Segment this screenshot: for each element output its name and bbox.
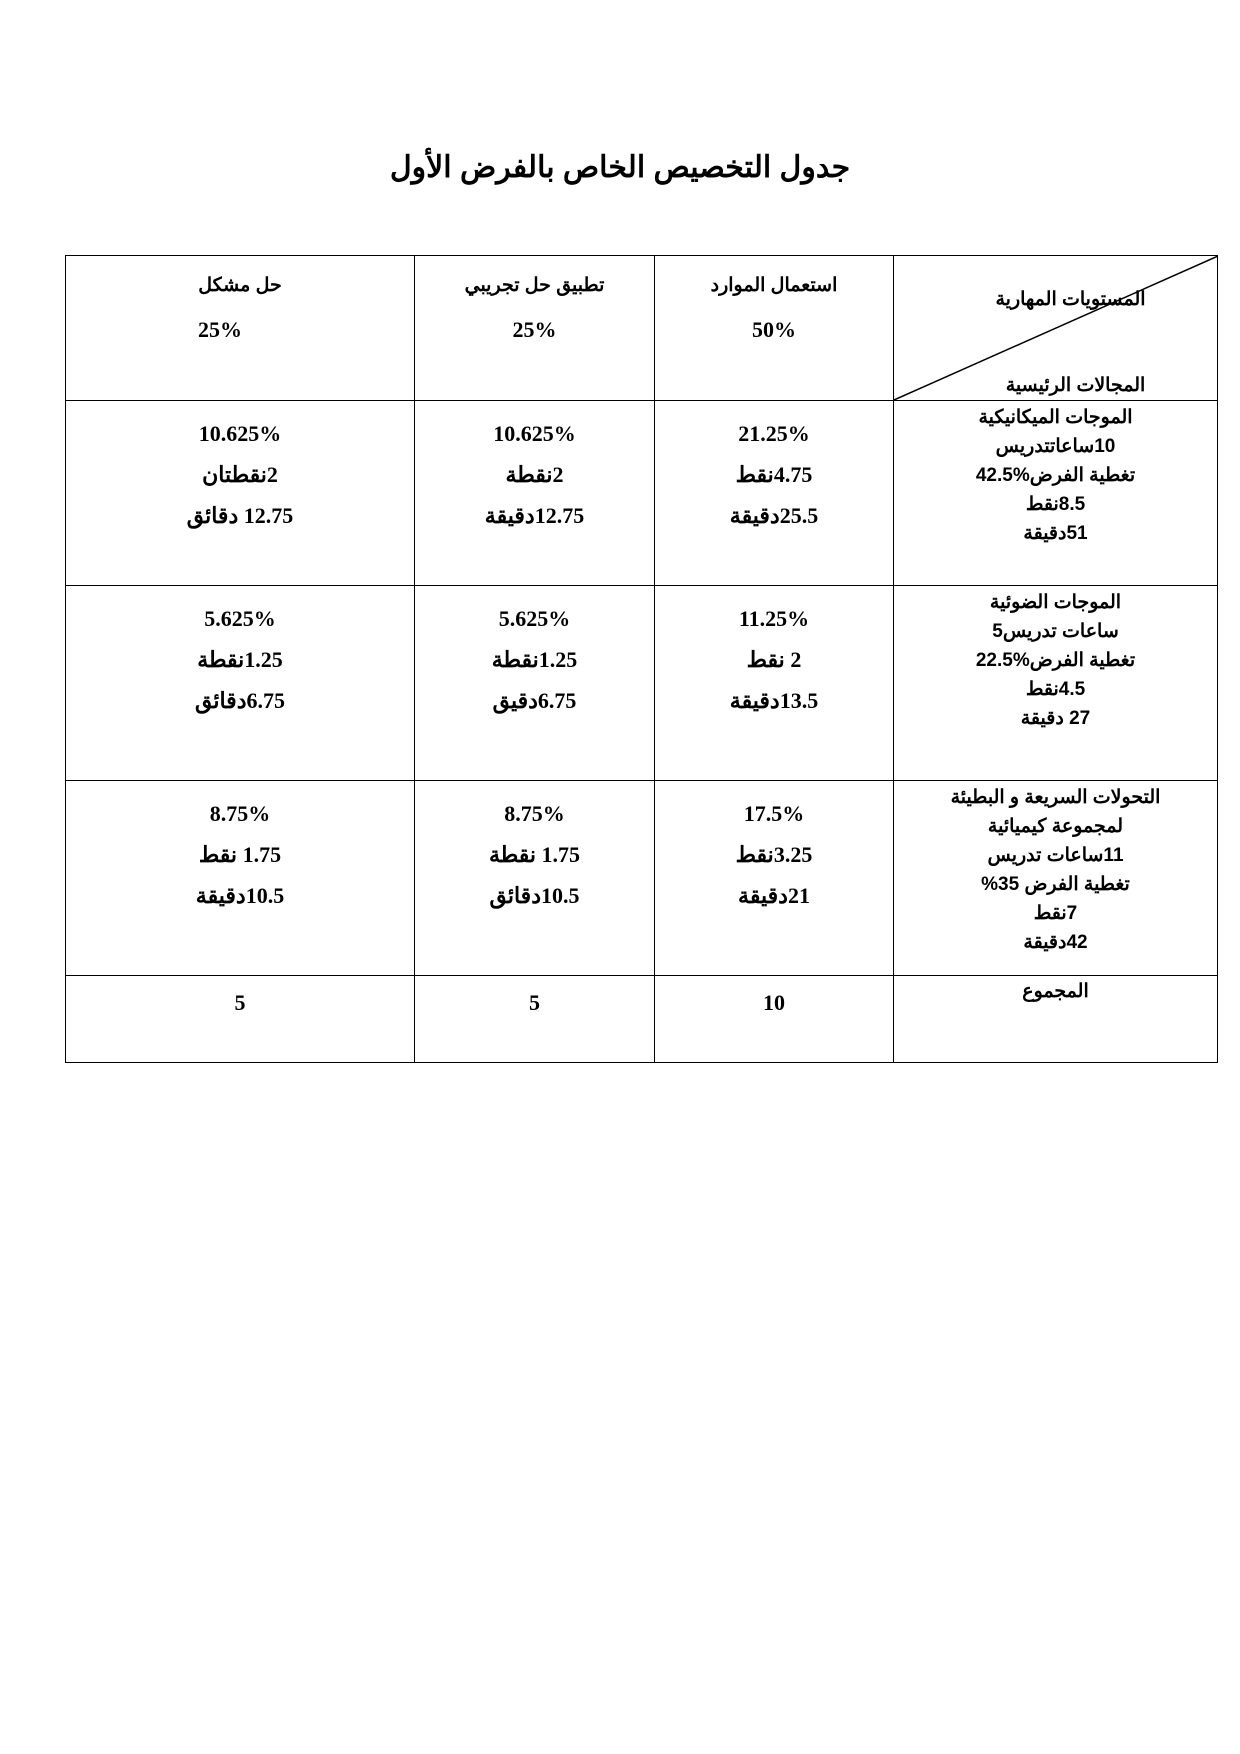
value-cell [655, 401, 894, 586]
cell-percent: 8.75% [504, 801, 565, 826]
total-label: المجموع [1022, 981, 1089, 1002]
column-name: حل مشكل [198, 275, 282, 296]
value-cell [655, 781, 894, 976]
cell-points: 1.25نقطة [197, 647, 283, 672]
table-header-row [66, 256, 1218, 401]
cell-percent: 10.625% [493, 421, 576, 446]
cell-percent: 8.75% [209, 801, 271, 826]
cell-percent: 17.5% [743, 801, 805, 826]
domain-time: 42دقيقة [1023, 932, 1088, 953]
cell-points: 1.75 نقط [198, 842, 282, 867]
domain-time: 27 دقيقة [1020, 708, 1091, 729]
cell-time: 6.75دقائق [195, 688, 285, 713]
cell-time: 10.5دقائق [489, 883, 580, 908]
domain-coverage: تغطية الفرض%42.5 [975, 465, 1136, 486]
table-row [66, 781, 1218, 976]
total-label-cell [894, 976, 1218, 1063]
cell-percent: 11.25% [738, 606, 810, 631]
cell-time: 12.75دقيقة [484, 503, 585, 528]
domain-points: 7نقط [1033, 903, 1078, 924]
cell-time: 6.75دقيق [492, 688, 577, 713]
value-cell [66, 781, 415, 976]
levels-label: المستويات المهارية [995, 289, 1146, 310]
header-col-experimental [415, 256, 655, 401]
allocation-table [65, 255, 1218, 1063]
total-value: 5 [529, 990, 540, 1015]
total-cell [66, 976, 415, 1063]
domain-coverage: تغطية الفرض 35% [981, 874, 1130, 895]
cell-points: 2 نقط [746, 647, 802, 672]
value-cell [415, 781, 655, 976]
domain-points: 4.5نقط [1025, 679, 1086, 700]
domain-hours: 11ساعات تدريس [987, 845, 1124, 866]
total-value: 10 [763, 990, 785, 1015]
domain-time: 51دقيقة [1023, 523, 1088, 544]
column-name: تطبيق حل تجريبي [464, 275, 605, 296]
domain-coverage: تغطية الفرض%22.5 [975, 650, 1136, 671]
column-name: استعمال الموارد [710, 275, 838, 296]
value-cell [66, 586, 415, 781]
column-percent: 25% [512, 317, 557, 342]
domain-hours: ساعات تدريس5 [992, 621, 1119, 642]
cell-time: 21دقيقة [738, 883, 810, 908]
domain-cell [894, 401, 1218, 586]
cell-percent: 10.625% [198, 421, 282, 446]
column-percent: 50% [752, 317, 796, 342]
total-value: 5 [234, 990, 246, 1015]
cell-percent: 5.625% [204, 606, 276, 631]
corner-cell [894, 256, 1218, 401]
page-title: جدول التخصيص الخاص بالفرض الأول [389, 151, 851, 184]
value-cell [655, 586, 894, 781]
total-cell [655, 976, 894, 1063]
value-cell [66, 401, 415, 586]
header-col-resources [655, 256, 894, 401]
total-row [66, 976, 1218, 1063]
cell-points: 2نقطتان [202, 462, 278, 487]
cell-points: 1.75 نقطة [488, 842, 581, 867]
domain-cell [894, 586, 1218, 781]
cell-points: 2نقطة [505, 462, 564, 487]
cell-points: 3.25نقط [735, 842, 813, 867]
total-cell [415, 976, 655, 1063]
domain-hours: 10ساعاتتدريس [995, 436, 1116, 457]
domain-name: التحولات السريعة و البطيئة [950, 787, 1161, 808]
domain-name-cont: لمجموعة كيميائية [987, 816, 1124, 837]
table-row [66, 586, 1218, 781]
domain-name: الموجات الضوئية [989, 592, 1122, 613]
cell-percent: 5.625% [498, 606, 571, 631]
value-cell [415, 401, 655, 586]
header-col-problem [66, 256, 415, 401]
cell-time: 12.75 دقائق [186, 503, 294, 528]
cell-points: 1.25نقطة [491, 647, 578, 672]
cell-percent: 21.25% [738, 421, 810, 446]
cell-time: 10.5دقيقة [195, 883, 285, 908]
cell-time: 25.5دقيقة [729, 503, 819, 528]
cell-points: 4.75نقط [735, 462, 813, 487]
domain-points: 8.5نقط [1025, 494, 1086, 515]
value-cell [415, 586, 655, 781]
cell-time: 13.5دقيقة [729, 688, 819, 713]
table-row [66, 401, 1218, 586]
domains-label: المجالات الرئيسية [1005, 375, 1146, 396]
domain-cell [894, 781, 1218, 976]
domain-name: الموجات الميكانيكية [978, 407, 1133, 428]
column-percent: 25% [198, 317, 242, 342]
